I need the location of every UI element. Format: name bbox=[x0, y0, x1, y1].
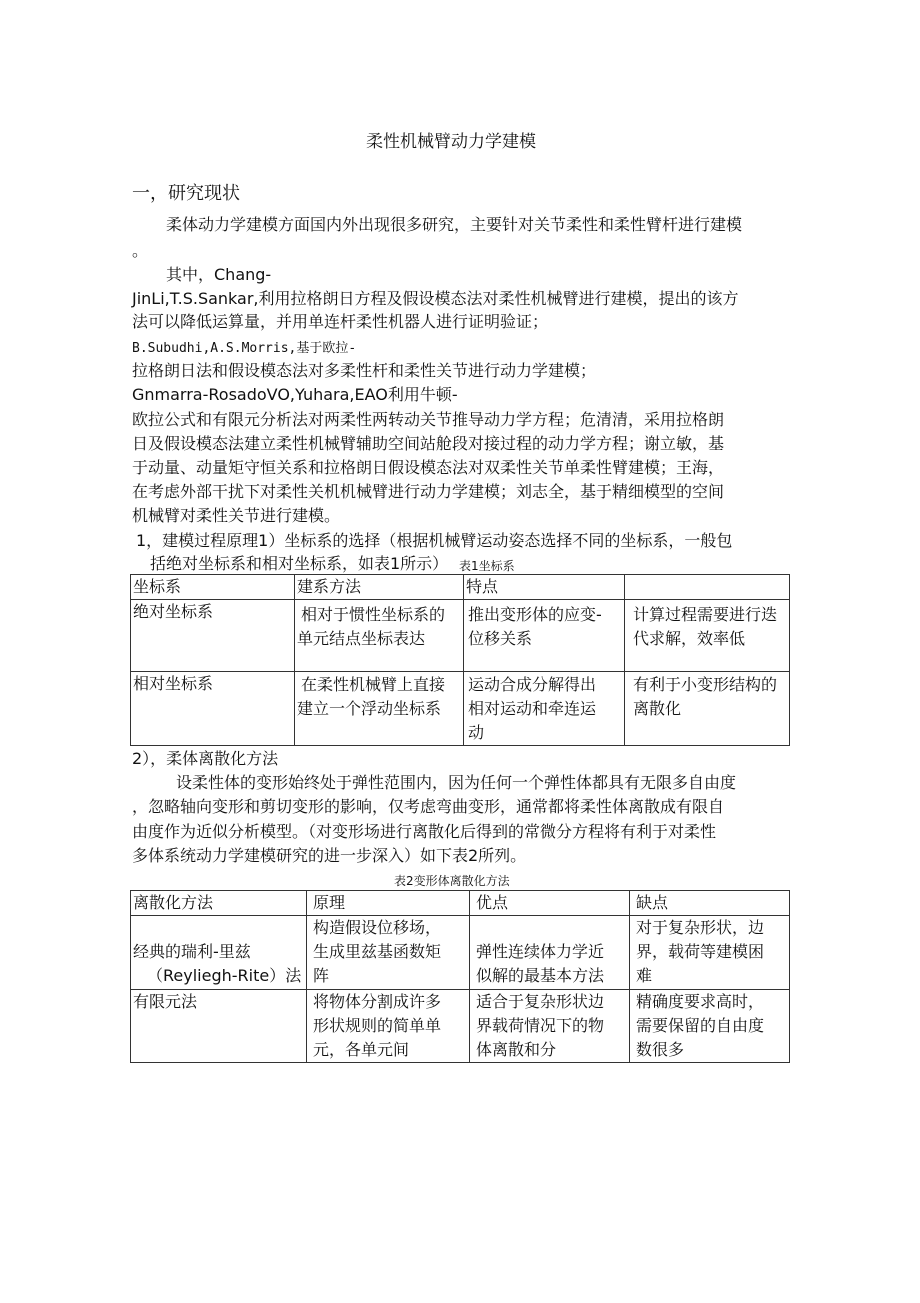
table-cell bbox=[625, 672, 790, 746]
cell-text: 有限元法 bbox=[133, 992, 198, 1011]
cell-text: 似解的最基本方法 bbox=[476, 966, 605, 985]
cell-text: 适合于复杂形状边 bbox=[476, 992, 605, 1011]
paragraph-line: 柔体动力学建模方面国内外出现很多研究，主要针对关节柔性和柔性臂杆进行建模 bbox=[166, 215, 743, 234]
table-cell bbox=[131, 672, 295, 746]
table-cell bbox=[131, 990, 307, 1063]
cell-text: 单元结点坐标表达 bbox=[297, 629, 426, 648]
paragraph-line: 2），柔体离散化方法 bbox=[132, 749, 279, 768]
cell-text: 有利于小变形结构的 bbox=[633, 675, 778, 694]
cell-text: 离散化 bbox=[633, 699, 682, 718]
table1-caption: 表1坐标系 bbox=[459, 559, 515, 573]
cell-text: 元，各单元间 bbox=[313, 1040, 410, 1059]
paragraph-line: 由度作为近似分析模型。（对变形场进行离散化后得到的常微分方程将有利于对柔性 bbox=[132, 822, 717, 841]
table-cell bbox=[464, 600, 625, 672]
cell-text: 数很多 bbox=[636, 1040, 685, 1059]
cell-text: 计算过程需要进行迭 bbox=[633, 605, 778, 624]
table-header-cell: 坐标系 bbox=[131, 575, 295, 600]
cell-text: 界载荷情况下的物 bbox=[476, 1016, 605, 1035]
cell-text: 弹性连续体力学近 bbox=[476, 942, 605, 961]
paragraph-line: 设柔性体的变形始终处于弹性范围内，因为任何一个弹性体都具有无限多自由度 bbox=[176, 773, 737, 792]
paragraph-line: 其中，Chang- bbox=[166, 265, 272, 284]
table-cell bbox=[295, 672, 464, 746]
table-row bbox=[131, 916, 790, 990]
table2-caption: 表2变形体离散化方法 bbox=[394, 874, 510, 888]
paragraph-line: 于动量、动量矩守恒关系和拉格朗日假设模态法对双柔性关节单柔性臂建模；王海， bbox=[132, 458, 725, 477]
table-row bbox=[131, 672, 790, 746]
table-header-cell: 优点 bbox=[470, 891, 630, 916]
table-cell bbox=[630, 916, 790, 990]
table-cell bbox=[630, 990, 790, 1063]
cell-text: 绝对坐标系 bbox=[133, 602, 214, 621]
table-header-cell: 原理 bbox=[307, 891, 470, 916]
table-coordinate-systems bbox=[130, 574, 790, 746]
section-heading: 一，研究现状 bbox=[132, 183, 240, 204]
paragraph-line: 欧拉公式和有限元分析法对两柔性两转动关节推导动力学方程；危清清，采用拉格朗 bbox=[132, 410, 725, 429]
cell-text: 推出变形体的应变- bbox=[468, 605, 602, 624]
cell-text: 将物体分割成许多 bbox=[313, 992, 442, 1011]
table-cell bbox=[470, 990, 630, 1063]
table-header-row bbox=[131, 891, 790, 916]
table-header-row bbox=[131, 575, 790, 600]
table-discretization-methods bbox=[130, 890, 790, 1063]
paragraph-line: 。 bbox=[132, 241, 149, 260]
table-cell bbox=[464, 672, 625, 746]
cell-text: 在柔性机械臂上直接 bbox=[301, 675, 446, 694]
cell-text: 生成里兹基函数矩 bbox=[313, 942, 442, 961]
paragraph-line: 日及假设模态法建立柔性机械臂辅助空间站舱段对接过程的动力学方程；谢立敏，基 bbox=[132, 434, 725, 453]
cell-text: 相对坐标系 bbox=[133, 674, 214, 693]
paragraph-line: 1，建模过程原理1）坐标系的选择（根据机械臂运动姿态选择不同的坐标系，一般包 bbox=[136, 531, 733, 550]
cell-text: 动 bbox=[468, 723, 485, 742]
cell-text: 对于复杂形状，边 bbox=[636, 918, 765, 937]
table-cell bbox=[307, 990, 470, 1063]
paragraph-line: 法可以降低运算量，并用单连杆柔性机器人进行证明验证； bbox=[132, 312, 549, 331]
paragraph-line: 括绝对坐标系和相对坐标系，如表1所示） bbox=[150, 554, 449, 573]
cell-text: 位移关系 bbox=[468, 629, 533, 648]
page-title: 柔性机械臂动力学建模 bbox=[366, 132, 536, 152]
cell-text: 难 bbox=[636, 966, 653, 985]
table-header-cell: 建系方法 bbox=[295, 575, 464, 600]
cell-text: 需要保留的自由度 bbox=[636, 1016, 765, 1035]
paragraph-line: 机械臂对柔性关节进行建模。 bbox=[132, 506, 341, 525]
table-row bbox=[131, 990, 790, 1063]
cell-text: 相对于惯性坐标系的 bbox=[301, 605, 446, 624]
cell-text: 界，载荷等建模困 bbox=[636, 942, 765, 961]
table-cell bbox=[307, 916, 470, 990]
paragraph-line: B.Subudhi,A.S.Morris,基于欧拉- bbox=[132, 341, 357, 356]
table-cell bbox=[131, 916, 307, 990]
table-row bbox=[131, 600, 790, 672]
cell-text: 经典的瑞利-里兹 bbox=[133, 942, 251, 961]
table-header-cell: 离散化方法 bbox=[131, 891, 307, 916]
paragraph-line: 多体系统动力学建模研究的进一步深入）如下表2所列。 bbox=[132, 846, 527, 865]
cell-text: 体离散和分 bbox=[476, 1040, 557, 1059]
cell-text: 精确度要求高时， bbox=[636, 992, 765, 1011]
table-cell bbox=[295, 600, 464, 672]
paragraph-line: 拉格朗日法和假设模态法对多柔性杆和柔性关节进行动力学建模； bbox=[132, 361, 597, 380]
paragraph-line: 在考虑外部干扰下对柔性关机机械臂进行动力学建模；刘志全，基于精细模型的空间 bbox=[132, 482, 725, 501]
table-cell bbox=[625, 600, 790, 672]
cell-text: 运动合成分解得出 bbox=[468, 675, 597, 694]
paragraph-line: Gnmarra-RosadoVO,Yuhara,EAO利用牛顿- bbox=[132, 385, 458, 404]
cell-text: （Reyliegh-Rite）法 bbox=[147, 966, 302, 985]
table-cell bbox=[470, 916, 630, 990]
cell-text: 形状规则的简单单 bbox=[313, 1016, 442, 1035]
cell-text: 相对运动和牵连运 bbox=[468, 699, 597, 718]
table-header-cell: 缺点 bbox=[630, 891, 790, 916]
cell-text: 阵 bbox=[313, 966, 330, 985]
paragraph-line: ，忽略轴向变形和剪切变形的影响，仅考虑弯曲变形，通常都将柔性体离散成有限自 bbox=[132, 797, 725, 816]
paragraph-line: JinLi,T.S.Sankar,利用拉格朗日方程及假设模态法对柔性机械臂进行建模，提出的该方 bbox=[132, 289, 739, 308]
table-header-cell: 特点 bbox=[464, 575, 625, 600]
cell-text: 构造假设位移场， bbox=[313, 918, 442, 937]
table-cell bbox=[131, 600, 295, 672]
cell-text: 代求解，效率低 bbox=[633, 629, 746, 648]
cell-text: 建立一个浮动坐标系 bbox=[297, 699, 442, 718]
table-header-cell bbox=[625, 575, 790, 600]
